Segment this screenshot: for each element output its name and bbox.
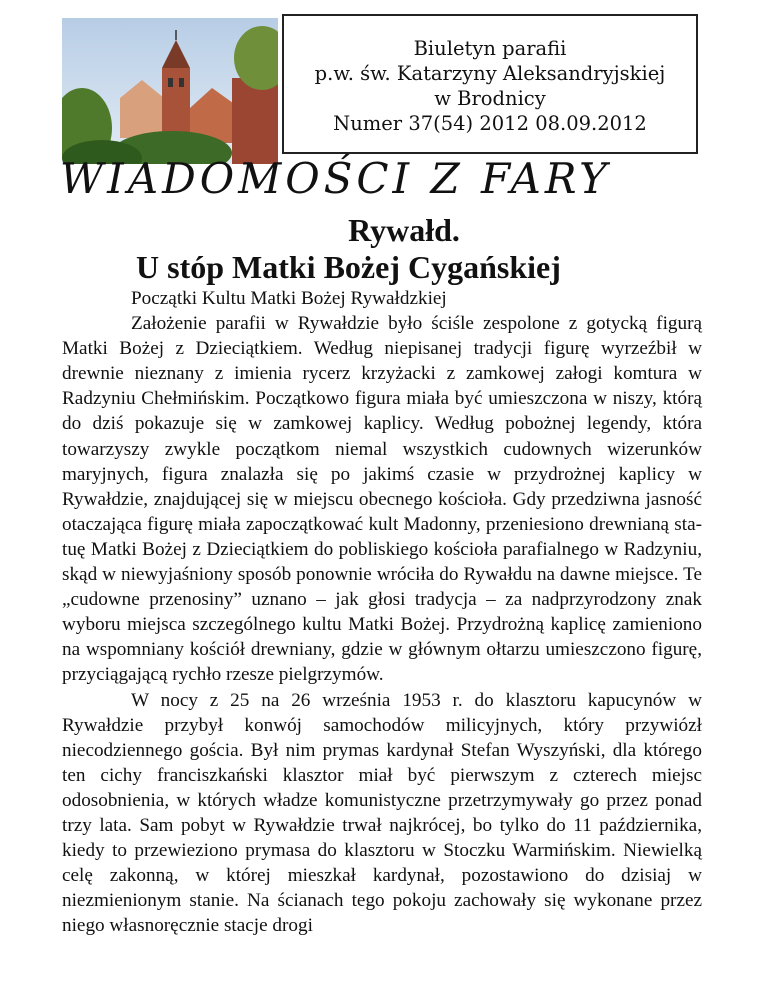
church-photo [62, 18, 278, 164]
bulletin-header [282, 14, 698, 154]
article-paragraph: W nocy z 25 na 26 września 1953 r. do klasztoru kapucynów w Rywałdzie przybył konwój samochodów milicyjnych, który przywiózł niecodziennego gościa. Był nim prymas kardynał Stefan Wyszyński, dla którego ten cichy franciszkański klasztor miał być pierwszym z czterech miejsc odosobnienia, w których władze komunistyczne przetrzymywały go przez ponad trzy lata. Sam pobyt w Rywałdzie trwał najkrócej, bo tylko do 11 października, kiedy to przewieziono prymasa do klasztoru w Stoczku Warmińskim. Niewielką celę zakonną, w której mieszkał kardynał, pozostawiono do dzisiaj w niezmienionym stanie. Na ścianach tego pokoju zachowały się wykonane przez niego własnoręcznie stacje drogi [62, 689, 702, 937]
bulletin-title: Biuletyn parafii [413, 37, 567, 60]
parish-location: w Brodnicy [434, 87, 546, 110]
article-body [62, 286, 702, 938]
issue-number: Numer 37(54) 2012 08.09.2012 [333, 112, 647, 135]
article-title-subline: U stóp Matki Bożej Cygańskiej [136, 249, 561, 285]
article-subtitle: Początki Kultu Matki Bożej Rywałdzkiej [131, 288, 447, 309]
article-paragraph: Założenie parafii w Rywałdzie było ściśle zespolone z gotycką figurą Matki Bożej z Dzieciątkiem. Według niepisanej tradycji figurę wyrzeźbił w drewnie nieznany z imienia rycerz krzyżacki z zamkowej załogi komtura w Radzyniu Chełmińskim. Początkowo figura miała być umieszczona w niszy, którą do dziś pokazuje się w zamkowej kaplicy. Według pobożnej legendy, która towarzyszy zwykle początkom niemal wszystkich cudownych wizerunków maryjnych, figura znalazła się po jakimś czasie w przydrożnej kaplicy w Rywałdzie, znajdującej się w miejscu obecnego kościoła. Gdy przedziwna jasność otaczająca figurę miała zapoczątkować kult Madonny, przeniesiono drewnianą statuę Matki Bożej z Dzieciątkiem do pobliskiego kościoła parafialnego w Radzyniu, skąd w niewyjaśniony sposób ponownie wróciła do Rywałdu na dawne miejsce. Te „cudowne przenosiny” uznano – jak głosi tradycja – za nadprzyrodzony znak wyboru miejsca szczególnego kultu Matki Bożej. Przydrożną kaplicę zamieniono na wspomniany kościół drewniany, gdzie w głównym ołtarzu umieszczono figurę, przyciągającą rychło rzesze pielgrzymów. [62, 313, 702, 686]
masthead-title: WIADOMOŚCI Z FARY [60, 154, 611, 203]
article-title: Rywałd. [348, 212, 460, 248]
parish-name: p.w. św. Katarzyny Aleksandryjskiej [314, 62, 666, 85]
